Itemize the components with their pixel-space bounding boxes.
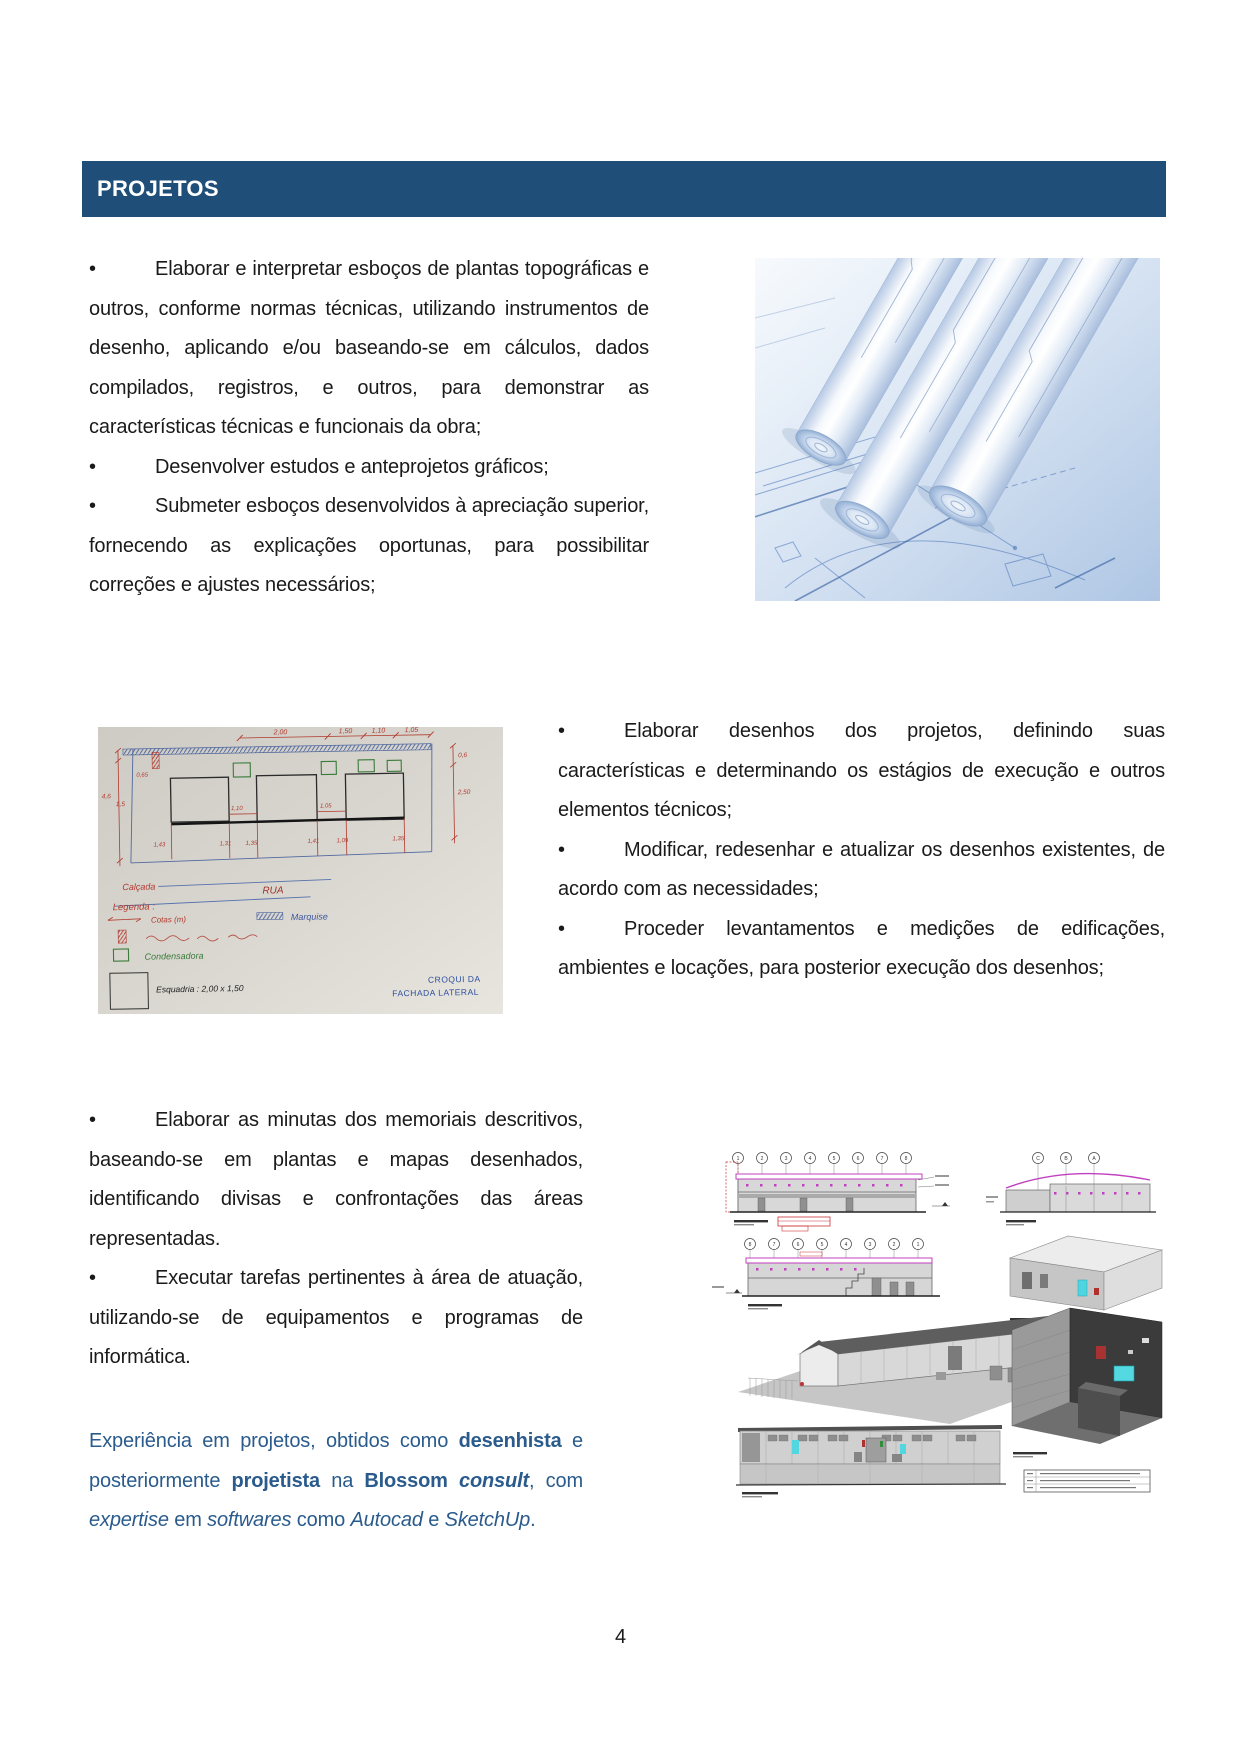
svg-text:Cotas (m): Cotas (m) <box>150 914 187 925</box>
list-item-text: Submeter esboços desenvolvidos à apreciação superior, fornecendo as explicações oportunas, para possibilitar correções e ajustes necessários; <box>89 495 649 596</box>
svg-text:2: 2 <box>760 1156 764 1162</box>
svg-text:5: 5 <box>820 1242 824 1248</box>
svg-text:1,35: 1,35 <box>245 840 258 847</box>
list-item <box>89 250 649 448</box>
svg-text:4,6: 4,6 <box>101 793 111 801</box>
duties-list-top <box>89 250 649 606</box>
experience-segment: Autocad <box>350 1509 423 1531</box>
experience-segment: . <box>530 1509 536 1531</box>
facade-sketch-photo <box>98 727 503 1014</box>
svg-text:1: 1 <box>916 1242 920 1248</box>
list-item-text: Executar tarefas pertinentes à área de atuação, utilizando-se de equipamentos e programas de informática. <box>89 1267 583 1368</box>
svg-text:Esquadria : 2,00 x 1,50: Esquadria : 2,00 x 1,50 <box>156 982 244 995</box>
svg-text:C: C <box>1036 1156 1040 1162</box>
svg-text:B: B <box>1064 1156 1068 1162</box>
svg-text:2,00: 2,00 <box>273 729 288 737</box>
experience-segment: projetista <box>231 1469 321 1492</box>
bullet-marker: • <box>89 1109 96 1131</box>
sketch-sidewalk-label: Calçada <box>122 881 156 893</box>
list-item <box>558 910 1165 989</box>
sketch-street-label: RUA <box>262 885 284 897</box>
list-item-text: Elaborar desenhos dos projetos, definindo suas características e determinando os estágios de execução e outros elementos técnicos; <box>558 720 1165 821</box>
experience-segment: , com <box>529 1469 583 1492</box>
elevation-fachada-1 <box>726 1153 950 1232</box>
svg-text:1: 1 <box>736 1156 740 1162</box>
section-title: PROJETOS <box>97 176 219 201</box>
experience-segment: na <box>320 1469 365 1492</box>
experience-segment: em <box>168 1509 208 1531</box>
list-item <box>558 712 1165 831</box>
sketch-caption-line2: FACHADA LATERAL <box>392 986 479 999</box>
bullet-marker: • <box>89 258 96 280</box>
svg-text:1,05: 1,05 <box>404 727 419 735</box>
sketch-caption-line1: CROQUI DA <box>427 973 481 985</box>
bullet-marker: • <box>89 495 96 517</box>
svg-text:1,09: 1,09 <box>336 838 349 845</box>
svg-text:1,35: 1,35 <box>392 836 405 843</box>
list-item <box>89 487 649 606</box>
list-item-text: Elaborar as minutas dos memoriais descritivos, baseando-se em plantas e mapas desenhados, identificando divisas e confrontações das áreas representadas. <box>89 1109 583 1250</box>
svg-text:2: 2 <box>892 1242 896 1248</box>
sketch-legend-title: Legenda : <box>112 901 156 914</box>
svg-text:6: 6 <box>856 1156 860 1162</box>
experience-segment: expertise <box>89 1509 169 1531</box>
svg-text:4: 4 <box>844 1242 848 1248</box>
experience-segment: Blossom <box>364 1469 459 1492</box>
sketch-dim-small: 0,65 <box>136 772 149 779</box>
svg-text:Condensadora: Condensadora <box>144 950 204 962</box>
svg-text:1,41: 1,41 <box>307 838 320 845</box>
svg-text:1,05: 1,05 <box>319 803 332 810</box>
cad-drawings-image <box>650 1140 1166 1500</box>
list-item-text: Proceder levantamentos e medições de edificações, ambientes e locações, para posterior execução dos desenhos; <box>558 917 1165 979</box>
experience-segment: SketchUp <box>444 1509 531 1531</box>
grid-bubbles <box>733 1153 912 1164</box>
svg-text:2,50: 2,50 <box>457 788 471 797</box>
duties-list-bottom <box>89 1101 583 1378</box>
svg-text:7: 7 <box>880 1156 884 1162</box>
list-item-text: Elaborar e interpretar esboços de plantas topográficas e outros, conforme normas técnicas, utilizando instrumentos de desenho, aplicando e/ou baseando-se em cálculos, dados compilados, registros, e outros, para demonstrar as características técnicas e funcionais da obra; <box>89 258 649 438</box>
experience-segment: consult <box>458 1469 530 1492</box>
bullet-marker: • <box>558 838 565 861</box>
svg-text:6: 6 <box>796 1242 800 1248</box>
page-number: 4 <box>614 1626 627 1648</box>
experience-segment: como <box>291 1509 351 1531</box>
bullet-marker: • <box>558 917 565 940</box>
svg-text:1,50: 1,50 <box>338 728 353 736</box>
experience-segment: softwares <box>207 1509 292 1531</box>
svg-text:8: 8 <box>748 1242 752 1248</box>
svg-text:Marquise: Marquise <box>290 911 328 923</box>
elevation-long-strip <box>736 1425 1006 1497</box>
section-header-bar <box>82 161 1166 217</box>
svg-text:7: 7 <box>772 1242 776 1248</box>
bullet-marker: • <box>558 720 565 742</box>
svg-text:1,10: 1,10 <box>371 727 386 735</box>
list-item <box>89 1259 583 1378</box>
svg-text:8: 8 <box>904 1156 908 1162</box>
list-item <box>89 1101 583 1259</box>
list-item-text: Desenvolver estudos e anteprojetos gráficos; <box>155 455 549 478</box>
svg-text:1,31: 1,31 <box>219 841 232 848</box>
bullet-marker: • <box>89 1267 96 1289</box>
photo-background <box>98 727 503 1014</box>
sketch-plate-symbol <box>152 752 159 768</box>
duties-list-right <box>558 712 1165 989</box>
experience-segment: e <box>422 1509 445 1531</box>
bullet-marker: • <box>89 455 96 478</box>
svg-text:5: 5 <box>832 1156 836 1162</box>
svg-text:3: 3 <box>868 1242 872 1248</box>
experience-segment: Experiência em projetos, obtidos como <box>89 1430 459 1452</box>
list-item-text: Modificar, redesenhar e atualizar os desenhos existentes, de acordo com as necessidades; <box>558 838 1165 900</box>
svg-text:A: A <box>1092 1156 1096 1162</box>
experience-paragraph <box>89 1422 583 1541</box>
svg-text:4: 4 <box>808 1156 812 1162</box>
elevation-fachada-2 <box>986 1153 1156 1226</box>
svg-text:1,5: 1,5 <box>115 801 125 809</box>
svg-text:1,10: 1,10 <box>230 805 243 813</box>
elevation-fachada-3 <box>712 1239 940 1310</box>
svg-text:3: 3 <box>784 1156 788 1162</box>
render-3d-interior <box>1012 1308 1162 1457</box>
svg-text:0,6: 0,6 <box>458 752 468 760</box>
list-item <box>558 831 1165 910</box>
list-item <box>89 448 649 488</box>
experience-segment: desenhista <box>458 1430 562 1452</box>
notes-table <box>1024 1470 1150 1492</box>
blueprint-rolls-photo <box>755 258 1160 601</box>
svg-text:1,43: 1,43 <box>153 842 166 849</box>
experience-segment: e posteriormente <box>89 1430 583 1492</box>
